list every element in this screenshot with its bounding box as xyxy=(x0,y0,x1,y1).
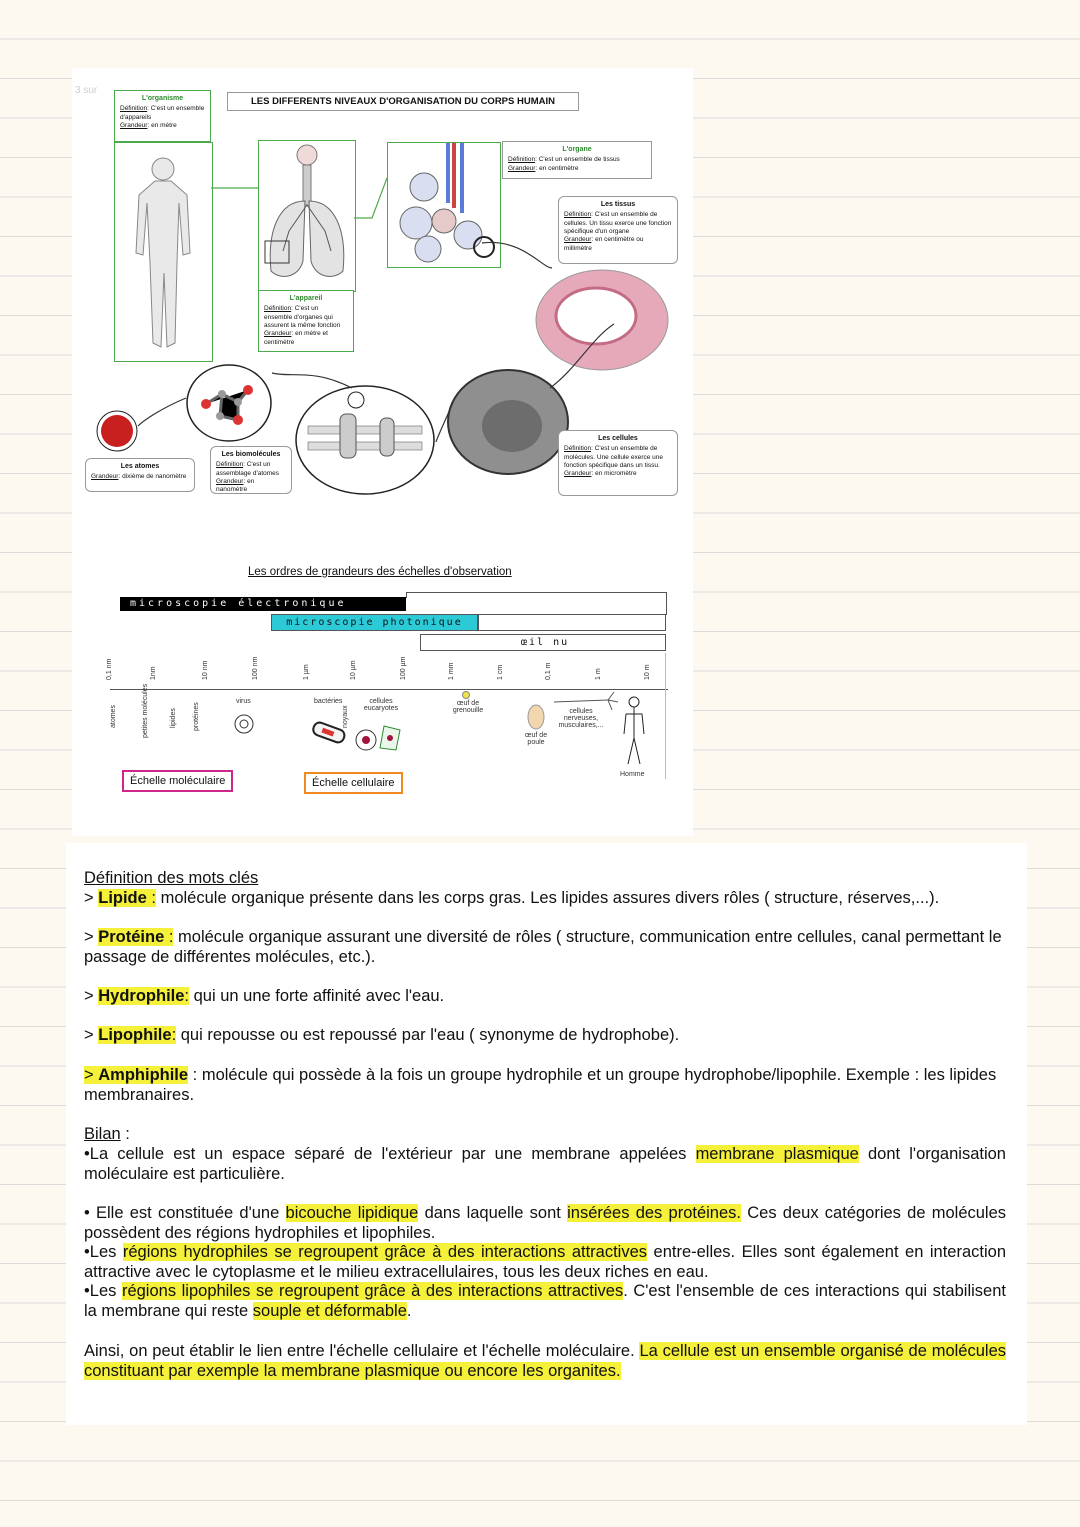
frog-egg-icon xyxy=(461,690,471,700)
def-lipophile: > Lipophile: qui repousse ou est repoussé par l'eau ( synonyme de hydrophobe). xyxy=(84,1026,680,1044)
organisation-figure xyxy=(72,68,693,836)
chicken-egg-icon xyxy=(526,702,546,732)
highlight-conclusion: La cellule est un ensemble organisé de molécules constituant par exemple la membrane plasmique ou encore les organites. xyxy=(84,1342,1006,1380)
axis-end-line xyxy=(665,653,666,779)
atomes-size: : dixième de nanomètre xyxy=(118,473,187,481)
def-label: Définition xyxy=(120,105,148,113)
lipophile-definition: qui repousse ou est repoussé par l'eau ( synonyme de hydrophobe). xyxy=(180,1026,680,1044)
bilan-paragraph-2 xyxy=(84,1204,1006,1322)
definitions-heading-block xyxy=(84,869,1006,889)
item-lipides: lipides xyxy=(170,708,177,728)
item-bacteries: bactéries xyxy=(314,698,343,705)
term-amphiphile: Amphiphile xyxy=(98,1066,189,1084)
bilan-text: Ces deux catégories de molécules possèdent des régions hydrophiles et lipophiles. xyxy=(84,1204,1007,1242)
figure-title: LES DIFFERENTS NIVEAUX D'ORGANISATION DU CORPS HUMAIN xyxy=(227,92,579,111)
biomolecules-size: : en nanomètre xyxy=(216,477,255,494)
highlight-membrane-plasmique: membrane plasmique xyxy=(695,1145,859,1163)
bar-oeil-nu: œil nu xyxy=(420,634,666,651)
term-lipide: Lipide xyxy=(98,889,147,907)
definitions-heading: Définition des mots clés xyxy=(84,869,259,887)
tick-label: 1 m xyxy=(595,668,602,680)
bilan-paragraph-1 xyxy=(84,1145,1006,1184)
tick-label: 1 cm xyxy=(497,664,504,680)
appareil-def: : C'est un ensemble d'organes qui assurent la même fonction xyxy=(264,305,341,329)
echelle-cellulaire-label: Échelle cellulaire xyxy=(304,772,403,794)
size-label: Grandeur xyxy=(564,470,592,478)
def-label: Définition xyxy=(564,445,592,453)
highlight-souple: souple et déformable xyxy=(252,1301,407,1320)
bilan-text: entre-elles. Elles sont également en interaction attractive avec le cytoplasme et le milieu extracellulaires, tous les deux riches en eau. xyxy=(84,1243,1006,1281)
tick-label: 100 µm xyxy=(400,656,407,680)
item-oeuf-poule: œuf de poule xyxy=(524,732,548,746)
tick-label: 1 µm xyxy=(303,664,310,680)
size-label: Grandeur xyxy=(91,473,119,481)
term-lipophile: Lipophile xyxy=(98,1026,172,1044)
bar-photonique: microscopie photonique xyxy=(271,614,478,631)
virus-icon xyxy=(233,713,255,735)
appareil-title: L'appareil xyxy=(289,295,323,302)
highlight-regions-hydrophiles: régions hydrophiles se regroupent grâce à des interactions attractives xyxy=(122,1243,648,1262)
text-section xyxy=(66,843,1027,1425)
bilan-text: dans laquelle sont xyxy=(424,1204,561,1222)
def-proteine: > Protéine : molécule organique assurant une diversité de rôles ( structure, communication entre cellules, canal permettant le passage de différentes molécules, etc.). xyxy=(84,928,1002,966)
bilan-heading: Bilan xyxy=(84,1125,121,1143)
item-proteines: protéines xyxy=(193,702,200,731)
item-noyaux: noyaux xyxy=(342,705,349,728)
item-homme: Homme xyxy=(620,771,645,778)
bilan-text: . xyxy=(406,1301,412,1320)
def-lipide: > Lipide : molécule organique présente dans les corps gras. Les lipides assures divers rôles ( structure, réserves,...). xyxy=(84,889,940,907)
bilan-text: dont l'organisation moléculaire est particulière. xyxy=(84,1145,1006,1183)
def-hydrophile: > Hydrophile: qui un une forte affinité avec l'eau. xyxy=(84,987,445,1005)
bilan-heading-block: Bilan : xyxy=(84,1125,130,1143)
highlight-bicouche: bicouche lipidique xyxy=(285,1204,419,1222)
tick-label: 1 mm xyxy=(448,662,455,680)
bilan-text: •Les xyxy=(84,1243,117,1262)
organisme-title: L'organisme xyxy=(141,95,184,102)
tick-label: 0,1 m xyxy=(545,662,552,680)
scale-title: Les ordres de grandeurs des échelles d'observation xyxy=(248,566,512,578)
item-petites-molecules: petites molécules xyxy=(142,683,149,738)
size-label: Grandeur xyxy=(120,121,148,129)
term-hydrophile: Hydrophile xyxy=(98,987,185,1005)
hydrophile-definition: qui un une forte affinité avec l'eau. xyxy=(193,987,445,1005)
size-label: Grandeur xyxy=(508,164,536,172)
bar-top-line xyxy=(406,592,666,593)
item-oeuf-grenouille: œuf de grenouille xyxy=(452,700,484,714)
tissus-title: Les tissus xyxy=(600,201,636,208)
tick-label: 1nm xyxy=(150,666,157,680)
tick-label: 100 nm xyxy=(252,656,259,680)
bar-divider xyxy=(666,592,667,615)
term-proteine: Protéine xyxy=(98,928,165,946)
size-label: Grandeur xyxy=(264,330,292,338)
tick-label: 10 m xyxy=(644,664,651,680)
bar-top-cap xyxy=(406,592,407,598)
organe-size: : en centimètre xyxy=(535,164,579,172)
echelle-moleculaire-label: Échelle moléculaire xyxy=(122,770,233,792)
organe-def: : C'est un ensemble de tissus xyxy=(535,156,620,164)
bar-photonique-extension xyxy=(478,614,666,631)
size-label: Grandeur xyxy=(216,477,244,485)
bilan-text: • Elle est constituée d'une xyxy=(84,1204,280,1222)
organisme-def: : C'est un ensemble d'appareils xyxy=(120,105,205,121)
item-cellules-nerveuses: cellules nerveuses, musculaires,... xyxy=(558,708,604,729)
item-virus: virus xyxy=(236,698,251,705)
bilan-text: •La cellule est un espace séparé de l'extérieur par une membrane appelées xyxy=(84,1145,687,1163)
def-label: Définition xyxy=(564,211,592,219)
tissus-def: : C'est un ensemble de cellules. Un tissu exerce une fonction spécifique d'un organe xyxy=(564,211,672,235)
lipide-definition: molécule organique présente dans les corps gras. Les lipides assures divers rôles ( structure, réserves,...). xyxy=(160,889,940,907)
page-marker: 3 sur xyxy=(75,85,98,96)
item-cellules-eucaryotes: cellules eucaryotes xyxy=(363,698,399,712)
tick-label: 10 nm xyxy=(202,660,209,680)
bilan-text: •Les xyxy=(84,1282,117,1301)
bilan-text: . C'est l'ensemble de ces interactions qui stabilisent la membrane qui reste xyxy=(84,1282,1006,1320)
tick-label: 0,1 nm xyxy=(106,658,113,680)
cellules-size: : en micromètre xyxy=(591,470,637,478)
cellules-title: Les cellules xyxy=(598,435,638,442)
def-label: Définition xyxy=(216,461,244,469)
biomolecules-title: Les biomolécules xyxy=(221,451,281,458)
def-amphiphile: > Amphiphile : molécule qui possède à la fois un groupe hydrophile et un groupe hydrophobe/lipophile. Exemple : les lipides membranaires. xyxy=(84,1066,997,1104)
def-label: Définition xyxy=(264,305,292,313)
bilan-text: Ainsi, on peut établir le lien entre l'échelle cellulaire et l'échelle moléculaire. xyxy=(84,1342,635,1360)
tick-label: 10 µm xyxy=(350,660,357,680)
organisme-size: : en mètre xyxy=(147,121,177,129)
proteine-definition: molécule organique assurant une diversité de rôles ( structure, communication entre cellules, canal permettant le passage de différentes molécules, etc.). xyxy=(84,928,1002,966)
organe-title: L'organe xyxy=(562,146,592,153)
human-icon xyxy=(620,694,648,768)
biomolecules-def: : C'est un assemblage d'atomes xyxy=(216,461,280,477)
size-label: Grandeur xyxy=(564,236,592,244)
highlight-proteines: insérées des protéines. xyxy=(567,1204,741,1222)
item-atomes: atomes xyxy=(110,705,117,728)
bilan-conclusion xyxy=(84,1342,1006,1381)
eukaryotic-cells-icon xyxy=(352,720,404,754)
def-label: Définition xyxy=(508,156,536,164)
cellules-def: : C'est un ensemble de molécules. Une cellule exerce une fonction spécifique dans un tissu. xyxy=(564,445,663,469)
bar-electronique: microscopie électronique xyxy=(120,597,406,611)
highlight-regions-lipophiles: régions lipophiles se regroupent grâce à des interactions attractives xyxy=(121,1282,624,1301)
amphiphile-definition: : molécule qui possède à la fois un groupe hydrophile et un groupe hydrophobe/lipophile. Exemple : les lipides membranaires. xyxy=(84,1066,997,1104)
connector-lines xyxy=(72,68,693,508)
tissus-size: : en centimètre ou millimètre xyxy=(564,236,644,252)
appareil-size: : en mètre et centimètre xyxy=(264,330,328,346)
atomes-title: Les atomes xyxy=(120,463,160,470)
